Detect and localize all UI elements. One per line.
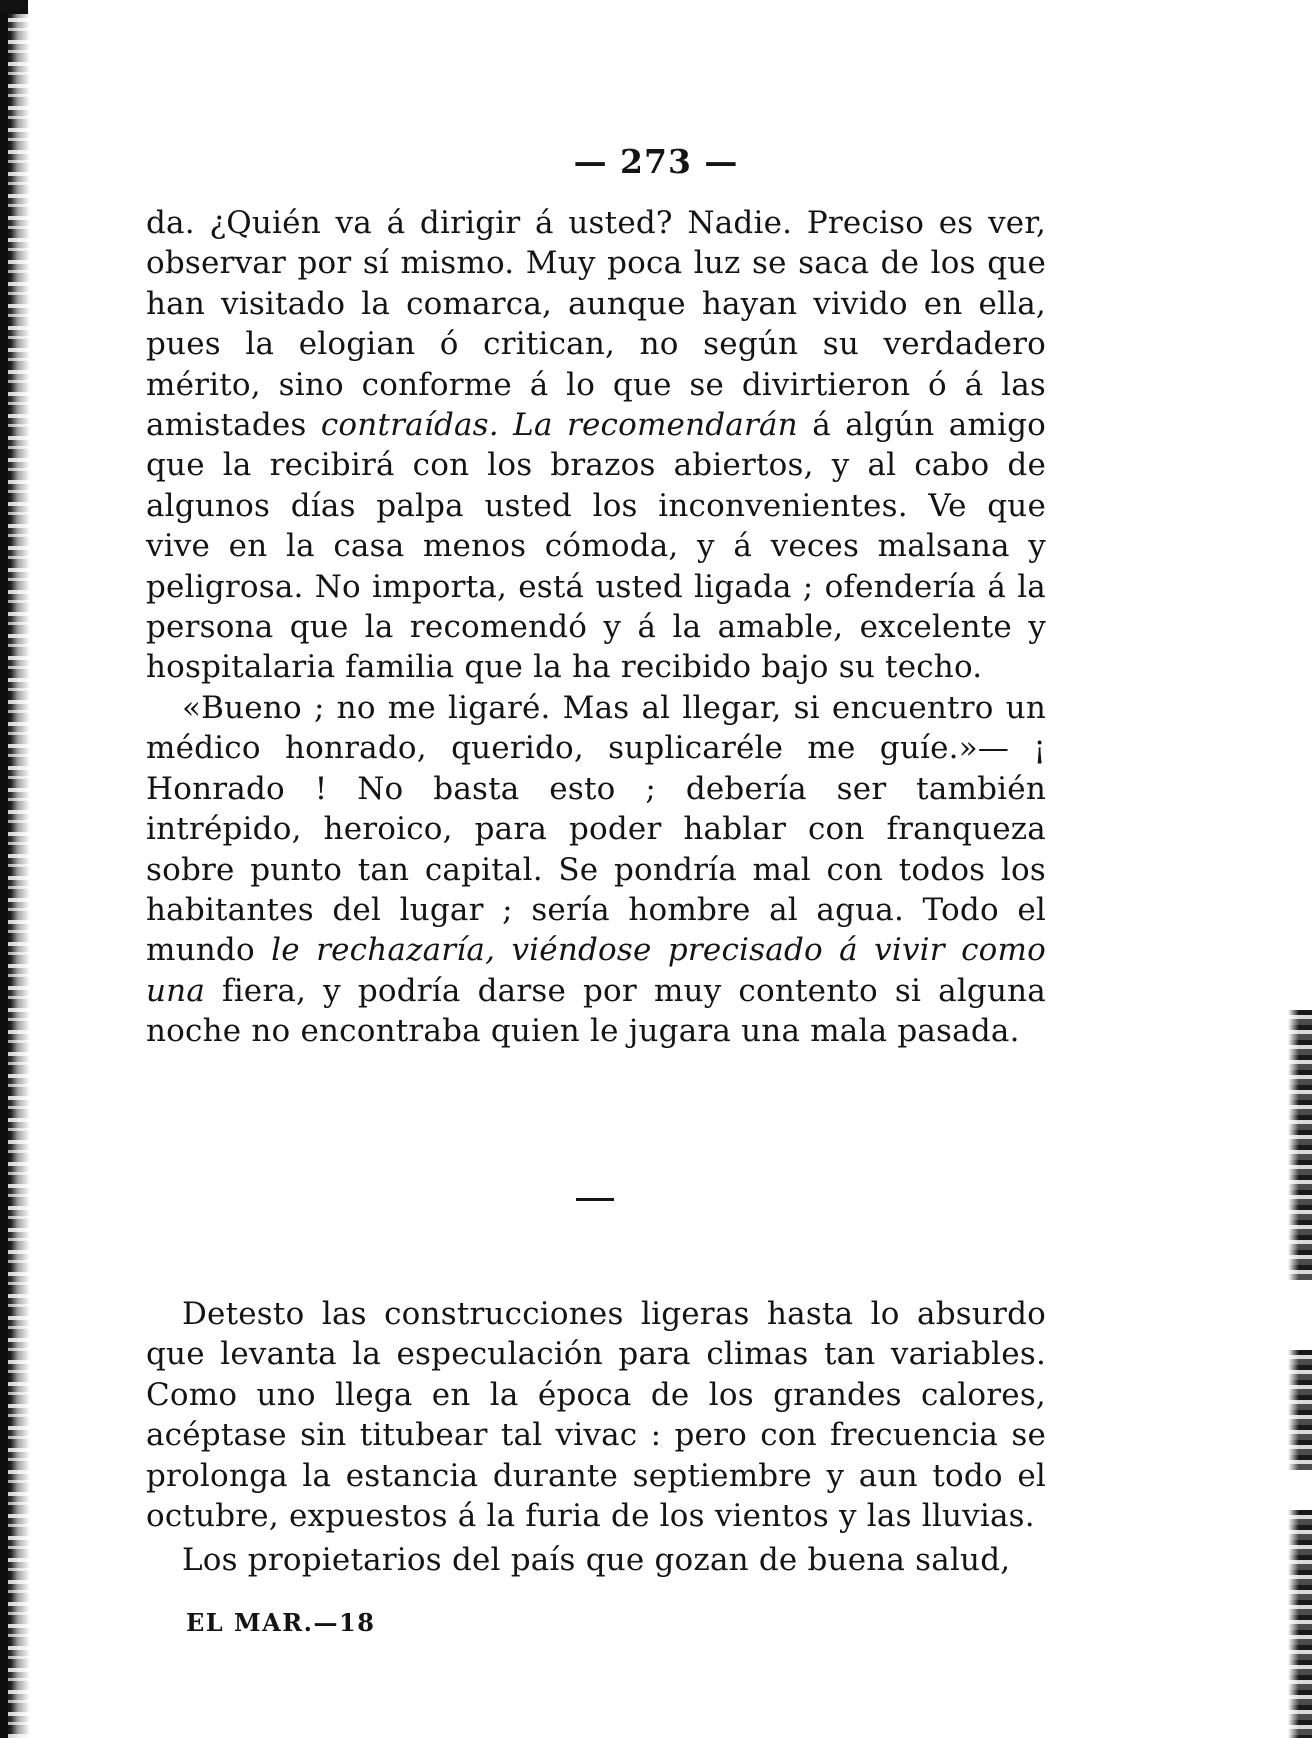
page-edge-right-upper [1288, 1010, 1312, 1280]
paragraph-1-text-b: á algún amigo que la recibirá con los brazos abiertos, y al cabo de algunos días palpa usted los inconvenientes. Ve que vive en la casa menos cómoda, y á veces malsana y peligrosa. No importa, está usted ligada ; ofendería á la persona que la recomendó y á la amable, excelente y hospitalaria familia que la ha recibido bajo su techo. [146, 407, 1047, 686]
footer-signature-mark: EL MAR.—18 [186, 1608, 376, 1637]
upper-text-block [146, 203, 1046, 1052]
page-number: — 273 — [573, 142, 739, 181]
paragraph-1-text-a: da. ¿Quién va á dirigir á usted? Nadie. Preciso es ver, observar por sí mismo. Muy poca luz se saca de los que han visitado la comarca, aunque hayan vivido en ella, pues la elogian ó critican, no según su verdadero mérito, sino conforme á lo que se divirtieron ó á las amistades [146, 205, 1046, 444]
page-edge-right-middle [1288, 1350, 1312, 1470]
section-divider [576, 1198, 614, 1201]
lower-text-block [146, 1294, 1046, 1581]
paragraph-2-text-a: «Bueno ; no me ligaré. Mas al llegar, si encuentro un médico honrado, querido, suplicaréle me guíe.»— ¡ Honrado ! No basta esto ; debería ser también intrépido, heroico, para poder hablar con franqueza sobre punto tan capital. Se pondría mal con todos los habitantes del lugar ; sería hombre al agua. Todo el mundo [146, 689, 1046, 969]
binding-corner-mark [0, 0, 28, 14]
page-edge-right-lower [1288, 1510, 1312, 1738]
paragraph-construcciones: Detesto las construcciones ligeras hasta lo absurdo que levanta la especulación para climas tan variables. Como uno llega en la época de los grandes calores, acéptase sin titubear tal vivac : pero con frecuencia se prolonga la estancia durante septiembre y aun todo el octubre, expuestos á la furia de los vientos y las lluvias. [146, 1296, 1046, 1535]
paragraph-2-text-b: fiera, y podría darse por muy contento si alguna noche no encontraba quien le jugara una mala pasada. [146, 972, 1046, 1050]
binding-shadow-left [0, 0, 8, 1738]
paragraph-continued [146, 203, 1046, 688]
paragraph-quote [146, 688, 1046, 1052]
paragraph-1-italic: contraídas. La recomendarán [320, 407, 798, 444]
paragraph-2-italic: le rechazaría, viéndose precisado á vivir como una [146, 932, 1046, 1009]
paragraph-propietarios: Los propietarios del país que gozan de buena salud, [182, 1542, 1011, 1579]
